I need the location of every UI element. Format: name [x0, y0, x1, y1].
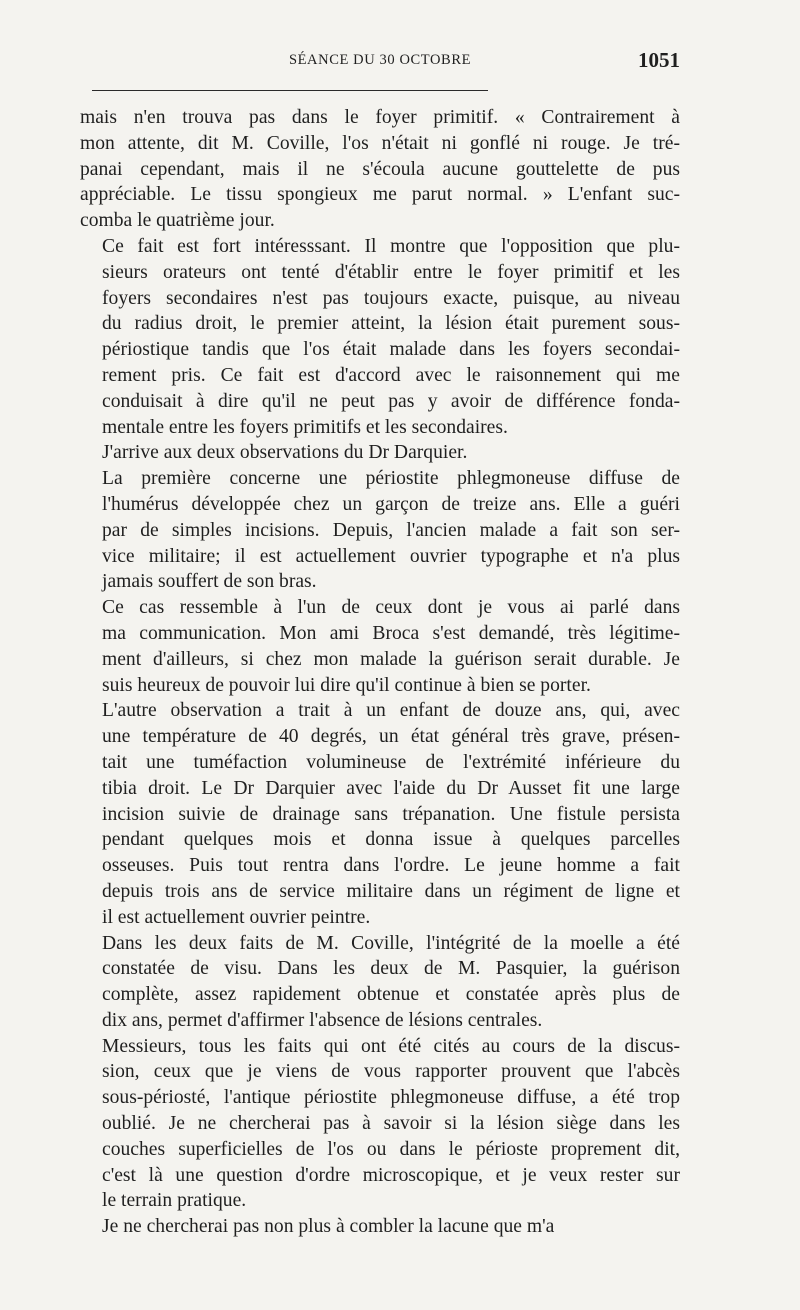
paragraph: [80, 931, 680, 1034]
text-line: tibia droit. Le Dr Darquier avec l'aide du Dr Ausset fit une large: [102, 777, 680, 799]
text-line: mon attente, dit M. Coville, l'os n'était ni gonflé ni rouge. Je tré-: [80, 132, 680, 154]
text-line: tait une tuméfaction volumineuse de l'extrémité inférieure du: [102, 751, 680, 773]
text-line: l'humérus développée chez un garçon de treize ans. Elle a guéri: [102, 493, 680, 515]
paragraph: [80, 440, 680, 466]
running-title: SÉANCE DU 30 OCTOBRE: [288, 52, 472, 68]
text-line: conduisait à dire qu'il ne peut pas y avoir de différence fonda-: [102, 390, 680, 412]
header-rule: [92, 90, 488, 91]
text-line: Messieurs, tous les faits qui ont été cités au cours de la discus-: [102, 1035, 680, 1057]
text-line: ment d'ailleurs, si chez mon malade la guérison serait durable. Je: [102, 648, 680, 670]
text-line: Ce cas ressemble à l'un de ceux dont je vous ai parlé dans: [102, 597, 680, 619]
text-line: incision suivie de drainage sans trépanation. Une fistule persista: [102, 803, 680, 825]
text-line: comba le quatrième jour.: [80, 210, 275, 232]
text-line: dix ans, permet d'affirmer l'absence de lésions centrales.: [102, 1009, 543, 1031]
text-line: Je ne chercherai pas non plus à combler la lacune que m'a: [102, 1216, 555, 1238]
paragraph: [80, 105, 680, 234]
text-line: constatée de visu. Dans les deux de M. Pasquier, la guérison: [102, 958, 680, 980]
text-line: appréciable. Le tissu spongieux me parut normal. » L'enfant suc-: [80, 184, 680, 206]
text-line: jamais souffert de son bras.: [102, 571, 317, 593]
text-line: panai cependant, mais il ne s'écoula aucune gouttelette de pus: [80, 158, 680, 180]
text-line: sous-périosté, l'antique périostite phlegmoneuse diffuse, a été trop: [102, 1087, 680, 1109]
text-line: J'arrive aux deux observations du Dr Darquier.: [102, 442, 468, 464]
text-line: La première concerne une périostite phlegmoneuse diffuse de: [102, 468, 680, 490]
text-line: Dans les deux faits de M. Coville, l'intégrité de la moelle a été: [102, 932, 680, 954]
paragraph: [80, 234, 680, 440]
page-header: [80, 48, 680, 76]
text-line: sion, ceux que je viens de vous rapporter prouvent que l'abcès: [102, 1061, 680, 1083]
text-line: suis heureux de pouvoir lui dire qu'il continue à bien se porter.: [102, 674, 591, 696]
text-line: oublié. Je ne chercherai pas à savoir si la lésion siège dans les: [102, 1113, 680, 1135]
paragraph: [80, 595, 680, 698]
text-line: mais n'en trouva pas dans le foyer primitif. « Contrairement à: [80, 107, 680, 128]
paragraph: [80, 1214, 680, 1240]
text-line: Ce fait est fort intéresssant. Il montre que l'opposition que plu-: [102, 235, 680, 257]
paragraph: [80, 466, 680, 595]
text-line: ma communication. Mon ami Broca s'est demandé, très légitime-: [102, 622, 680, 644]
text-line: mentale entre les foyers primitifs et les secondaires.: [102, 416, 508, 438]
text-line: rement pris. Ce fait est d'accord avec le raisonnement qui me: [102, 364, 680, 386]
text-line: du radius droit, le premier atteint, la lésion était purement sous-: [102, 313, 680, 335]
text-line: osseuses. Puis tout rentra dans l'ordre. Le jeune homme a fait: [102, 855, 680, 877]
text-line: foyers secondaires n'est pas toujours exacte, puisque, au niveau: [102, 287, 680, 309]
text-line: le terrain pratique.: [102, 1190, 247, 1212]
text-line: L'autre observation a trait à un enfant de douze ans, qui, avec: [102, 700, 680, 722]
paragraph: [80, 698, 680, 930]
text-line: vice militaire; il est actuellement ouvrier typographe et n'a plus: [102, 545, 680, 567]
text-line: couches superficielles de l'os ou dans le périoste proprement dit,: [102, 1138, 680, 1160]
text-line: sieurs orateurs ont tenté d'établir entre le foyer primitif et les: [102, 261, 680, 283]
text-line: depuis trois ans de service militaire dans un régiment de ligne et: [102, 880, 680, 902]
paragraph: [80, 1034, 680, 1215]
text-line: pendant quelques mois et donna issue à quelques parcelles: [102, 829, 680, 851]
text-line: il est actuellement ouvrier peintre.: [102, 906, 371, 928]
body-text: [80, 105, 680, 1240]
text-line: par de simples incisions. Depuis, l'ancien malade a fait son ser-: [102, 519, 680, 541]
text-line: une température de 40 degrés, un état général très grave, présen-: [102, 726, 680, 748]
page-number: 1051: [638, 48, 680, 72]
text-line: c'est là une question d'ordre microscopique, et je veux rester sur: [102, 1164, 680, 1186]
text-line: périostique tandis que l'os était malade dans les foyers secondai-: [102, 339, 680, 361]
text-line: complète, assez rapidement obtenue et constatée après plus de: [102, 984, 680, 1006]
